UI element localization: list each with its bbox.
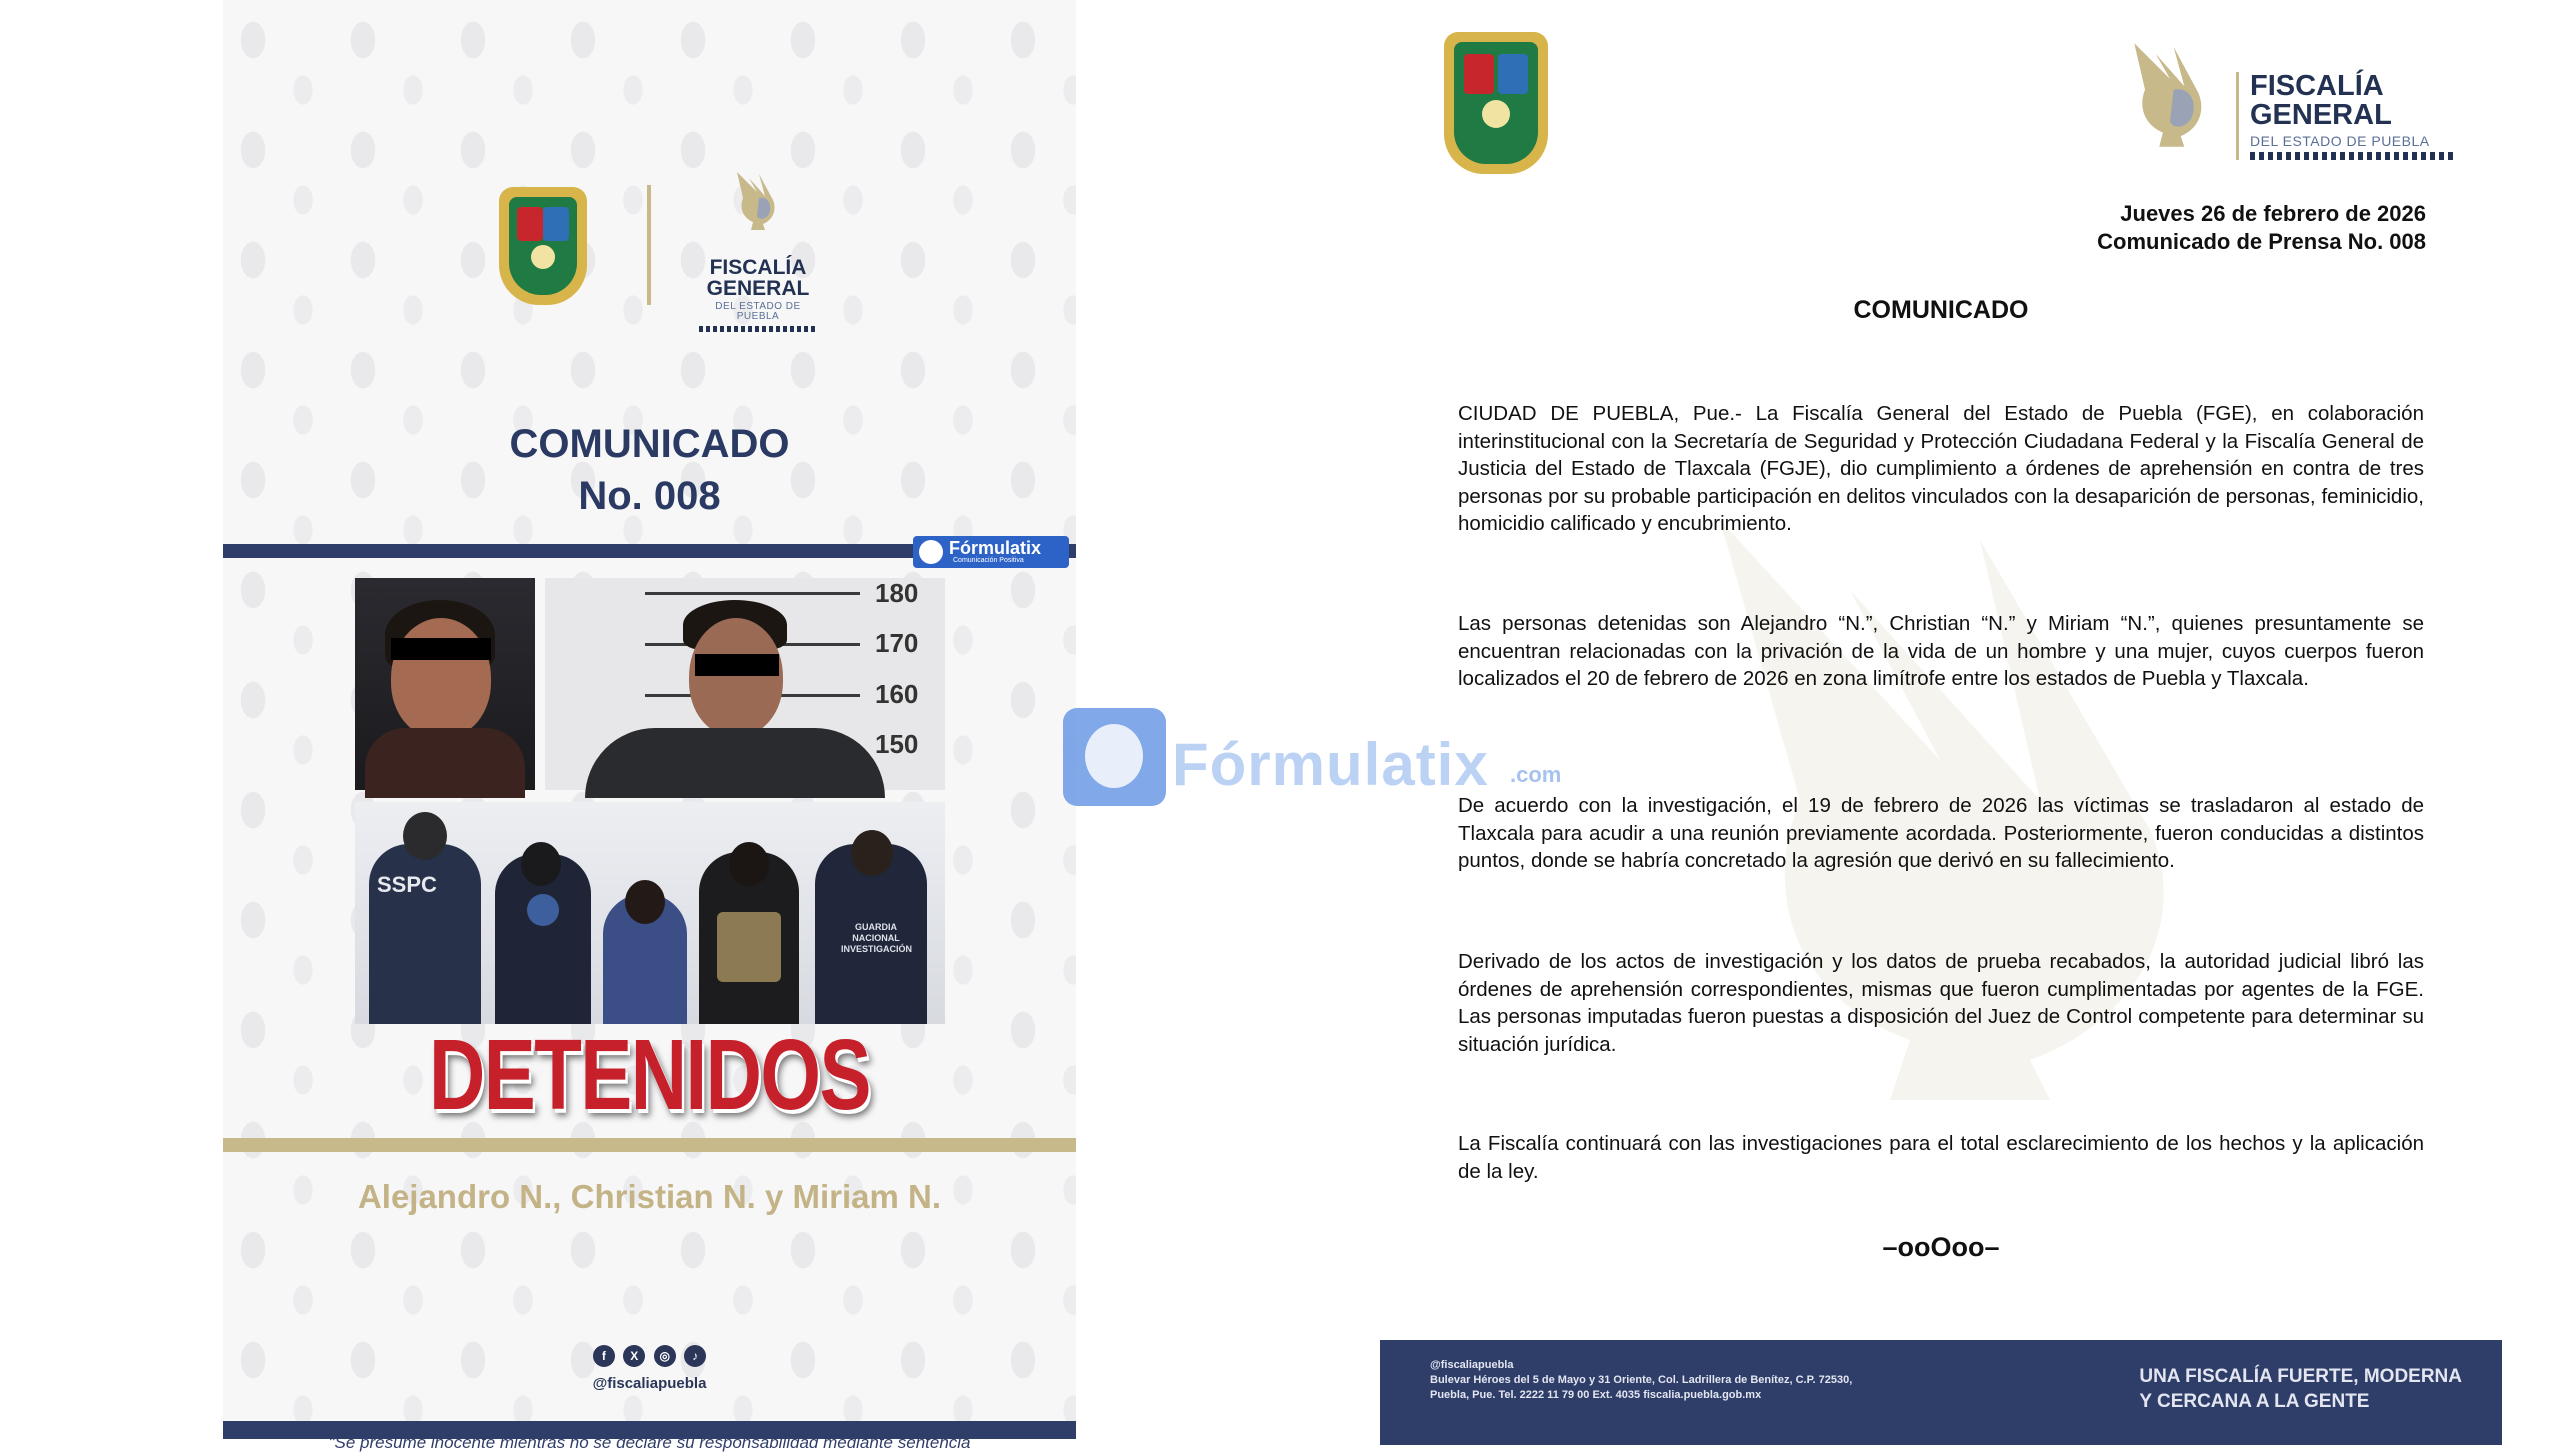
puebla-coat-of-arms <box>1444 32 1548 174</box>
photo-detainee-2 <box>545 578 945 790</box>
paragraph-1: CIUDAD DE PUEBLA, Pue.- La Fiscalía General del Estado de Puebla (FGE), en colaboración interinstitucional con la Secretaría de Seguridad y Protección Ciudadana Federal y la Fiscalía General de Justicia del Estado de Tlaxcala (FGJE), dio cumplimiento a órdenes de aprehensión en contra de tres personas por su probable participación en delitos vinculados con la desaparición de personas, feminicidio, homicidio calificado y encubrimiento. <box>1458 402 2424 535</box>
document-footer <box>1380 1340 2502 1445</box>
gold-band <box>223 1138 1076 1152</box>
poster-title-line1: COMUNICADO <box>509 422 790 466</box>
fiscalia-line2: GENERAL <box>2250 99 2392 131</box>
fiscalia-line2: GENERAL <box>706 277 810 300</box>
paragraph-3: De acuerdo con la investigación, el 19 de febrero de 2026 las víctimas se trasladaron al estado de Tlaxcala para acudir a una reunión previamente acordada. Posteriormente, fueron conducidas a distintos puntos, donde se habría concretado la agresión que derivó en su fallecimiento. <box>1458 794 2424 872</box>
footer-address: Bulevar Héroes del 5 de Mayo y 31 Oriente, Col. Ladrillera de Benítez, C.P. 72530, <box>1430 1374 1853 1386</box>
document-heading: COMUNICADO <box>1853 296 2029 324</box>
logo-divider <box>647 185 651 305</box>
press-number-line: Comunicado de Prensa No. 008 <box>2097 229 2426 254</box>
vest-label-guardia: GUARDIA NACIONAL INVESTIGACIÓN <box>841 922 913 954</box>
height-label: 170 <box>875 628 919 658</box>
instagram-icon[interactable]: ◎ <box>654 1345 676 1367</box>
height-label: 160 <box>875 679 919 709</box>
fiscalia-sub: DEL ESTADO DE PUEBLA <box>715 301 801 322</box>
fiscalia-head-icon <box>2120 30 2220 160</box>
face-censor-bar <box>391 638 491 660</box>
press-release-document <box>1380 0 2502 1439</box>
tiktok-icon[interactable]: ♪ <box>684 1345 706 1367</box>
watermark-text: Fórmulatix <box>1172 731 1489 798</box>
fiscalia-pattern <box>2250 152 2456 160</box>
photo-detainee-1 <box>355 578 535 790</box>
footer-contact-block <box>1430 1358 1852 1403</box>
footer-slogan-line1: UNA FISCALÍA FUERTE, MODERNA <box>2139 1366 2462 1387</box>
badge-text: Fórmulatix <box>949 538 1042 558</box>
footer-slogan <box>2139 1364 2462 1414</box>
poster-title <box>223 418 1076 522</box>
fiscalia-sub: DEL ESTADO DE PUEBLA <box>2250 133 2430 149</box>
facebook-icon[interactable]: f <box>593 1345 615 1367</box>
poster-title-line2: No. 008 <box>578 474 721 518</box>
social-icons <box>223 1345 1076 1367</box>
height-label: 180 <box>875 578 919 608</box>
watermark-suffix: .com <box>1510 762 1562 787</box>
footer-handle[interactable]: @fiscaliapuebla <box>1430 1359 1514 1371</box>
fiscalia-logo-divider <box>2236 72 2239 160</box>
x-icon[interactable]: X <box>623 1345 645 1367</box>
headline-detenidos: DETENIDOS <box>428 1019 871 1131</box>
fiscalia-pattern <box>699 326 817 332</box>
fiscalia-line1: FISCALÍA <box>709 256 807 279</box>
fiscalia-head-icon <box>729 170 785 232</box>
footer-slogan-line2: Y CERCANA A LA GENTE <box>2139 1391 2370 1412</box>
paragraph-5: La Fiscalía continuará con las investigaciones para el total esclarecimiento de los hechos y la aplicación de la ley. <box>1458 1132 2424 1183</box>
badge-sub: Comunicación Positiva <box>953 557 1024 564</box>
vest-label-sspc: SSPC <box>377 872 437 897</box>
poster-logos <box>223 165 1076 325</box>
presumption-footnote: "Se presume inocente mientras no se declare su responsabilidad mediante sentencia <box>328 1433 971 1452</box>
height-label: 150 <box>875 729 919 759</box>
footer-contact: Puebla, Pue. Tel. 2222 11 79 00 Ext. 4035 fiscalia.puebla.gob.mx <box>1430 1389 1762 1401</box>
puebla-coat-of-arms <box>499 187 587 305</box>
paragraph-2: Las personas detenidas son Alejandro “N.”, Christian “N.” y Miriam “N.”, quienes presuntamente se encuentran relacionadas con la privación de la vida de un hombre y una mujer, cuyos cuerpos fueron localizados el 20 de febrero de 2026 en zona limítrofe entre los estados de Puebla y Tlaxcala. <box>1458 612 2424 690</box>
closing-mark: –ooOoo– <box>1882 1232 2000 1262</box>
formulatix-badge <box>913 536 1069 568</box>
fiscalia-wordmark <box>693 257 823 332</box>
social-handle: @fiscaliapuebla <box>592 1375 707 1392</box>
fiscalia-wordmark <box>2250 72 2460 160</box>
watermark-logo-icon <box>1063 708 1166 806</box>
face-censor-bar <box>695 654 779 676</box>
press-release-poster <box>223 0 1076 1452</box>
badge-logo-icon <box>919 540 943 564</box>
dateline <box>2097 200 2426 256</box>
paragraph-4: Derivado de los actos de investigación y los datos de prueba recabados, la autoridad judicial libró las órdenes de aprehensión correspondientes, mismas que fueron cumplimentadas por agentes de la FGE. Las personas imputadas fueron puestas a disposición del Juez de Control competente para determinar su situación jurídica. <box>1458 950 2424 1056</box>
photo-arrest-group <box>355 802 945 1024</box>
fiscalia-line1: FISCALÍA <box>2250 70 2384 102</box>
detainee-names: Alejandro N., Christian N. y Miriam N. <box>357 1178 942 1215</box>
date-line: Jueves 26 de febrero de 2026 <box>2120 201 2426 226</box>
